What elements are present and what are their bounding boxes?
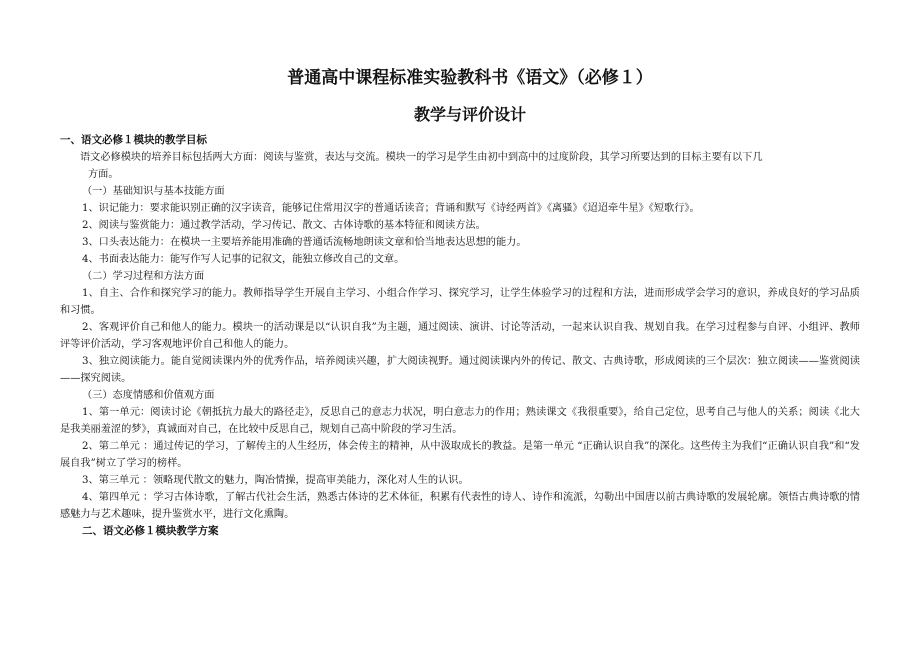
- part-3-item: 3、第三单元 ：领略现代散文的魅力，陶冶情操，提高审美能力，深化对人生的认识。: [82, 475, 469, 486]
- document-subtitle: 教学与评价设计: [413, 105, 526, 124]
- part-2-item: 1、自主、合作和探究学习的能力。教师指导学生开展自主学习、小组合作学习、探究学习，让学生体验学习的过程和方法，进而形成学会学习的意识，养成良好的学习品质和习惯。: [60, 288, 860, 316]
- part-3-item: 4、第四单元 ：学习古体诗歌，了解古代社会生活，熟悉古体诗的艺术体征，积累有代表性的诗人、诗作和流派，勾勒出中国唐以前古典诗歌的发展轮廓。领悟古典诗歌的情感魅力与艺术趣味，提升鉴赏水平，进行文化熏陶。: [60, 492, 860, 520]
- section-2-heading: 二、语文必修１模块教学方案: [82, 525, 219, 537]
- section-1-intro-continued: 方面。: [88, 169, 119, 180]
- section-1-intro: 语文必修模块的培养目标包括两大方面：阅读与鉴赏，表达与交流。模块一的学习是学生由初中到高中的过度阶段，其学习所要达到的目标主要有以下几: [80, 152, 763, 163]
- part-2-item: 3、独立阅读能力。能自觉阅读课内外的优秀作品，培养阅读兴趣，扩大阅读视野。通过阅读课内外的传记、散文、古典诗歌，形成阅读的三个层次：独立阅读——鉴赏阅读——探究阅读。: [60, 356, 860, 384]
- part-2-heading: （二）学习过程和方法方面: [82, 271, 205, 282]
- part-2-item: 2、客观评价自己和他人的能力。模块一的活动课是以“认识自我”为主题，通过阅读、演讲、讨论等活动，一起来认识自我、规划自我。在学习过程参与自评、小组评、教师评等评价活动，学习客观地评价自己和他人的能力。: [60, 322, 860, 350]
- document-title: 普通高中课程标准实验教科书《语文》（必修１）: [287, 68, 653, 88]
- document-page: [60, 66, 860, 540]
- part-3-item: 2、第二单元 ：通过传记的学习，了解传主的人生经历，体会传主的精神，从中汲取成长的教益。是第一单元 “正确认识自我”的深化。这些传主为我们“正确认识自我”和“发展自我”树立了学习的榜样。: [60, 441, 860, 469]
- part-1-item: 1、识记能力：要求能识别正确的汉字读音，能够记住常用汉字的普通话读音；背诵和默写《诗经两首》《离骚》《迢迢牵牛星》《短歌行》。: [82, 203, 700, 214]
- part-3-item: 1、第一单元：阅读讨论《朝抵抗力最大的路径走》，反思自己的意志力状况，明白意志力的作用；熟读课文《我很重要》，给自己定位，思考自己与他人的关系；阅读《北大是我美丽羞涩的梦》，真诚面对自己，在比较中反思自己，规划自己高中阶段的学习生活。: [60, 407, 860, 435]
- part-1-item: 2、阅读与鉴赏能力：通过教学活动，学习传记、散文、古体诗歌的基本特征和阅读方法。: [82, 220, 486, 231]
- part-1-heading: （一）基础知识与基本技能方面: [82, 186, 225, 197]
- part-1-item: 3、口头表达能力：在模块一主要培养能用准确的普通话流畅地朗读文章和恰当地表达思想的能力。: [82, 237, 527, 248]
- section-1-heading: 一、语文必修１模块的教学目标: [60, 134, 207, 146]
- part-3-heading: （三）态度情感和价值观方面: [82, 390, 215, 401]
- part-1-item: 4、书面表达能力：能写作写人记事的记叙文，能独立修改自己的文章。: [82, 254, 405, 265]
